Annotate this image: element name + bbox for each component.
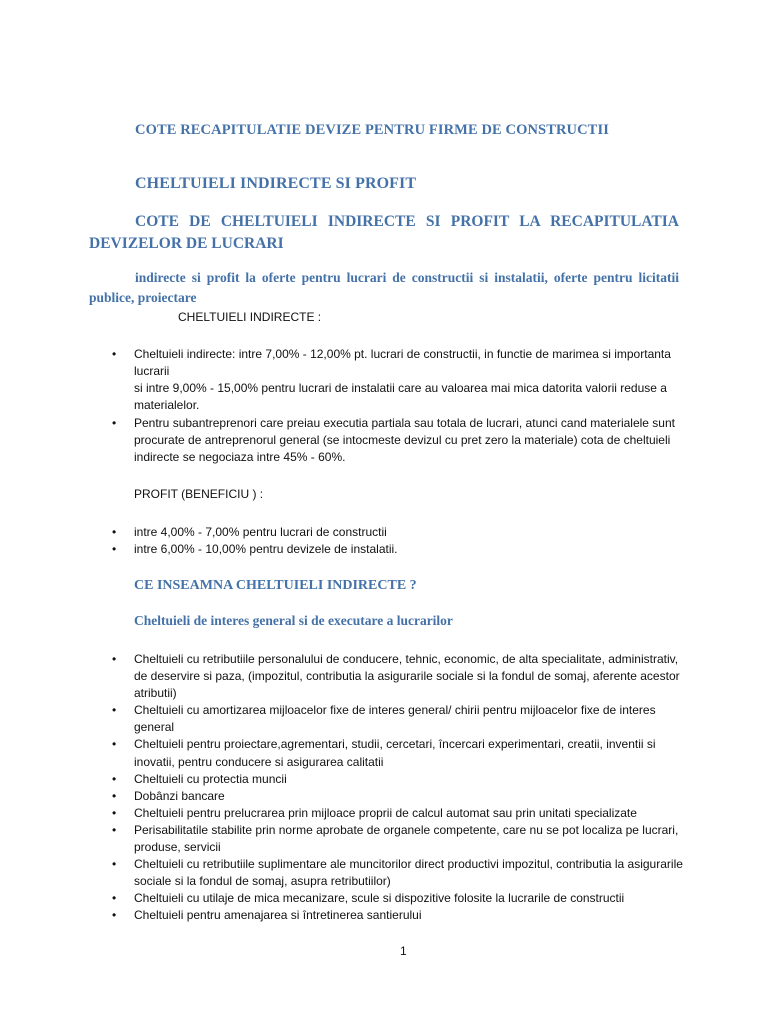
list-item [110,651,690,702]
main-heading: CHELTUIELI INDIRECTE SI PROFIT [135,175,417,192]
section-subheading: Cheltuieli de interes general si de executare a lucrarilor [134,613,453,628]
general-costs-list [110,651,690,925]
bullet-icon: • [112,737,117,752]
bullet-icon: • [112,542,117,556]
bullet-icon: • [112,891,117,906]
list-item [110,541,690,558]
list-item-text: intre 6,00% - 10,00% pentru devizele de instalatii. [134,542,398,556]
secondary-paragraph: indirecte si profit la oferte pentru lucrari de constructii si instalatii, oferte pentru licitatii publice, proiectare [89,270,679,305]
cheltuieli-indirecte-label: CHELTUIELI INDIRECTE : [178,310,322,324]
list-item [110,736,690,770]
profit-list [110,524,690,558]
list-item-text: Cheltuieli pentru amenajarea si întretinerea santierului [134,908,422,923]
list-item [110,415,690,466]
list-item [110,346,690,414]
profit-label: PROFIT (BENEFICIU ) : [134,487,264,501]
list-item [110,890,690,907]
list-item-text: Cheltuieli cu retributiile personalului de conducere, tehnic, economic, de alta specialitate, administrativ, de deservire si paza, (impozitul, contributia la asigurarile sociale si la fondul de somaj, aferente acestor atributii) [134,652,680,701]
list-item [110,702,690,736]
list-item-text: Cheltuieli cu retributiile suplimentare ale muncitorilor direct productivi impozitul, contributia la asigurarile sociale si la fondul de somaj, asupra retributiilor) [134,857,683,889]
bullet-icon: • [112,347,117,361]
bullet-icon: • [112,857,117,872]
bullet-icon: • [112,525,117,539]
list-item-text: Cheltuieli cu protectia muncii [134,771,287,786]
list-item-text: intre 4,00% - 7,00% pentru lucrari de constructii [134,525,387,539]
bullet-icon: • [112,771,117,786]
list-item-text: Cheltuieli indirecte: intre 7,00% - 12,00% pt. lucrari de constructii, in functie de marimea si importanta lucrarii si intre 9,00% - 15,00% pentru lucrari de instalatii care au valoarea mai mica datorita valorii reduse a materialelor. [134,347,671,412]
bullet-icon: • [112,416,117,430]
document-title: COTE RECAPITULATIE DEVIZE PENTRU FIRME DE CONSTRUCTII [135,122,609,138]
list-item-text: Cheltuieli cu amortizarea mijloacelor fixe de interes general/ chirii pentru mijloacelor fixe de interes general [134,703,656,735]
list-item [110,805,690,822]
list-item [110,788,690,805]
list-item [110,524,690,541]
bullet-icon: • [112,788,117,803]
list-item-text: Dobânzi bancare [134,788,225,803]
cheltuieli-list [110,346,690,466]
page-number: 1 [400,944,407,958]
list-item [110,771,690,788]
bullet-icon: • [112,908,117,923]
section-heading: CE INSEAMNA CHELTUIELI INDIRECTE ? [134,578,417,593]
list-item [110,907,690,924]
bullet-icon: • [112,822,117,837]
list-item-text: Cheltuieli cu utilaje de mica mecanizare, scule si dispozitive folosite la lucrarile de constructii [134,891,625,906]
bullet-icon: • [112,652,117,666]
list-item-text: Perisabilitatile stabilite prin norme aprobate de organele competente, care nu se pot localiza pe lucrari, produse, servicii [134,822,679,855]
list-item [110,856,690,890]
bullet-icon: • [112,703,117,718]
list-item-text: Cheltuieli pentru proiectare,agrementari, studii, cercetari, încercari experimentari, creatii, inventii si inovatii, pentru conducere si asigurarea calitatii [134,737,656,769]
list-item-text: Pentru subantreprenori care preiau executia partiala sau totala de lucrari, atunci cand materialele sunt procurate de antreprenorul general (se intocmeste devizul cu pret zero la materiale) cota de cheltuieli indirecte se negociaza intre 45% - 60%. [134,416,675,464]
intro-paragraph: COTE DE CHELTUIELI INDIRECTE SI PROFIT LA RECAPITULATIA DEVIZELOR DE LUCRARI [89,213,679,252]
list-item [110,822,690,856]
list-item-text: Cheltuieli pentru prelucrarea prin mijloace proprii de calcul automat sau prin unitati specializate [134,805,637,820]
bullet-icon: • [112,805,117,820]
